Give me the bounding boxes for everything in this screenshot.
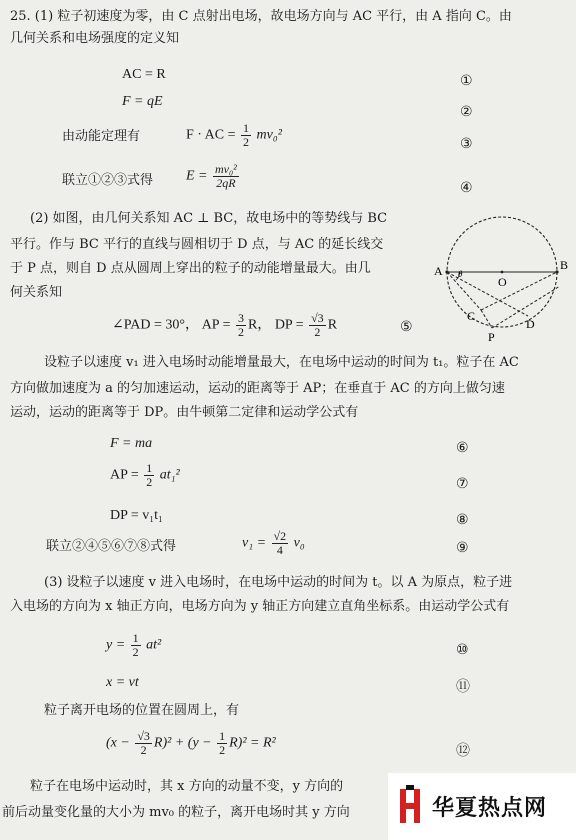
part3-line3: 粒子离开电场的位置在圆周上，有 — [44, 703, 240, 718]
equation-12-part-b: R)² + (y − — [153, 735, 212, 751]
label-a: A — [434, 264, 443, 278]
label-p: P — [488, 330, 495, 344]
equation-9-lhs: v₁ = — [242, 535, 267, 551]
equation-3-fraction — [241, 122, 251, 148]
equation-3-rhs: mv₀² — [256, 127, 282, 143]
equation-5-angle: ∠PAD = 30°， — [112, 317, 199, 333]
part2-para1: 设粒子以速度 v₁ 进入电场时动能增量最大，在电场中运动的时间为 t₁。粒子在 AC — [44, 355, 519, 370]
equation-9-fraction — [272, 530, 289, 556]
equation-4-denominator: 2qR — [216, 175, 236, 190]
equation-4-prefix: 联立①②③式得 — [62, 173, 154, 188]
equation-9 — [242, 530, 305, 556]
part2-line3: 于 P 点，则自 D 点从圆周上穿出的粒子的动能增量最大。由几 — [10, 261, 371, 276]
equation-4-numerator: mv₀² — [215, 162, 237, 176]
equation-5-ap-fraction — [236, 312, 246, 338]
equation-10-fraction — [131, 632, 141, 658]
label-d: D — [526, 317, 535, 331]
marker-10: ⑩ — [456, 642, 469, 658]
equation-10 — [106, 632, 161, 658]
equation-5 — [112, 312, 337, 338]
point-a — [445, 270, 448, 273]
marker-6: ⑥ — [456, 440, 469, 456]
equation-5-dp-numerator: √3 — [311, 311, 324, 325]
equation-3-lhs: F · AC = — [186, 127, 236, 143]
equation-10-numerator: 1 — [132, 631, 139, 645]
segment-ac — [447, 272, 481, 310]
equation-12-fraction-b — [217, 730, 227, 756]
logo-mark-icon — [396, 783, 426, 829]
marker-7: ⑦ — [456, 476, 469, 492]
equation-12-part-a: (x − — [106, 735, 130, 751]
part1-line1: 25. (1) 粒子初速度为零，由 C 点射出电场，故电场方向与 AC 平行，由 A 指向 C。由 — [10, 9, 512, 24]
label-b: B — [560, 258, 569, 272]
equation-10-denominator: 2 — [132, 644, 139, 659]
point-o — [501, 271, 504, 274]
label-c: C — [467, 309, 476, 323]
equation-4 — [186, 163, 241, 189]
equation-7-denominator: 2 — [146, 474, 153, 489]
marker-9: ⑨ — [456, 540, 469, 556]
equation-8: DP = v₁t₁ — [110, 508, 163, 523]
equation-3-prefix: 由动能定理有 — [62, 129, 141, 144]
equation-12-fraction-a — [135, 730, 152, 756]
equation-7-lhs: AP = — [110, 467, 139, 483]
equation-5-ap-r: R， — [247, 317, 272, 333]
marker-4: ④ — [460, 180, 473, 196]
equation-4-lhs: E = — [186, 168, 208, 184]
equation-3-denominator: 2 — [243, 134, 250, 149]
equation-6: F = ma — [110, 436, 153, 451]
equation-4-fraction — [213, 163, 239, 189]
equation-7-numerator: 1 — [146, 461, 153, 475]
equation-3 — [186, 122, 282, 148]
part2-para3: 运动，运动的距离等于 DP。由牛顿第二定律和运动学公式有 — [10, 405, 359, 420]
marker-5: ⑤ — [400, 319, 413, 335]
equation-12-fraction-b-denominator: 2 — [219, 742, 226, 757]
equation-5-ap: AP = — [201, 317, 231, 333]
label-theta: θ — [458, 269, 463, 279]
part3-line5: 前后动量变化量的大小为 mv₀ 的粒子，离开电场时其 y 方向 — [2, 805, 350, 820]
part3-line2: 入电场的方向为 x 轴正方向，电场方向为 y 轴正方向建立直角坐标系。由运动学公式有 — [10, 599, 510, 614]
part1-line2: 几何关系和电场强度的定义知 — [10, 31, 180, 46]
point-b — [555, 270, 558, 273]
segment-cb — [481, 272, 557, 310]
equation-9-prefix: 联立②④⑤⑥⑦⑧式得 — [46, 539, 177, 554]
equation-9-denominator: 4 — [276, 542, 283, 557]
part3-line4: 粒子在电场中运动时，其 x 方向的动量不变，y 方向的 — [30, 779, 344, 794]
equation-7-rhs: at₁² — [159, 467, 180, 483]
part3-line1: (3) 设粒子以速度 v 进入电场时，在电场中运动的时间为 t。以 A 为原点，粒子进 — [44, 575, 513, 590]
equation-3-numerator: 1 — [243, 121, 250, 135]
geometry-diagram — [432, 212, 572, 344]
watermark-logo — [388, 773, 576, 840]
marker-3: ③ — [460, 136, 473, 152]
watermark-text: 华夏热点网 — [432, 796, 548, 821]
equation-5-dp-fraction — [309, 312, 326, 338]
equation-9-numerator: √2 — [273, 529, 287, 543]
equation-5-dp-denominator: 2 — [314, 324, 321, 339]
equation-10-rhs: at² — [146, 637, 162, 653]
equation-12-fraction-a-numerator: √3 — [137, 729, 150, 743]
part2-line4: 何关系知 — [10, 285, 63, 300]
equation-12-fraction-b-numerator: 1 — [219, 729, 226, 743]
part2-para2: 方向做加速度为 a 的匀加速运动，运动的距离等于 AP；在垂直于 AC 的方向上做匀速 — [10, 381, 505, 396]
equation-12-fraction-a-denominator: 2 — [140, 742, 147, 757]
equation-5-ap-numerator: 3 — [237, 311, 244, 325]
marker-8: ⑧ — [456, 512, 469, 528]
label-o: O — [498, 275, 507, 289]
marker-12: ⑫ — [456, 743, 470, 759]
marker-2: ② — [460, 104, 473, 120]
equation-12 — [106, 730, 276, 756]
equation-12-part-c: R)² = R² — [229, 735, 276, 751]
marker-1: ① — [460, 73, 473, 89]
part2-line1: (2) 如图，由几何关系知 AC ⊥ BC，故电场中的等势线与 BC — [30, 211, 388, 226]
equation-7 — [110, 462, 180, 488]
equation-2: F = qE — [122, 94, 163, 109]
equation-7-fraction — [144, 462, 154, 488]
equation-5-dp: DP = — [274, 317, 304, 333]
equation-5-ap-denominator: 2 — [237, 324, 244, 339]
equation-5-dp-r: R — [327, 317, 338, 333]
equation-1: AC = R — [122, 67, 166, 82]
equation-10-lhs: y = — [106, 637, 126, 653]
part2-line2: 平行。作与 BC 平行的直线与圆相切于 D 点，与 AC 的延长线交 — [10, 237, 384, 252]
equation-11: x = vt — [106, 675, 139, 690]
equation-9-rhs: v₀ — [293, 535, 305, 551]
marker-11: ⑪ — [456, 679, 470, 695]
